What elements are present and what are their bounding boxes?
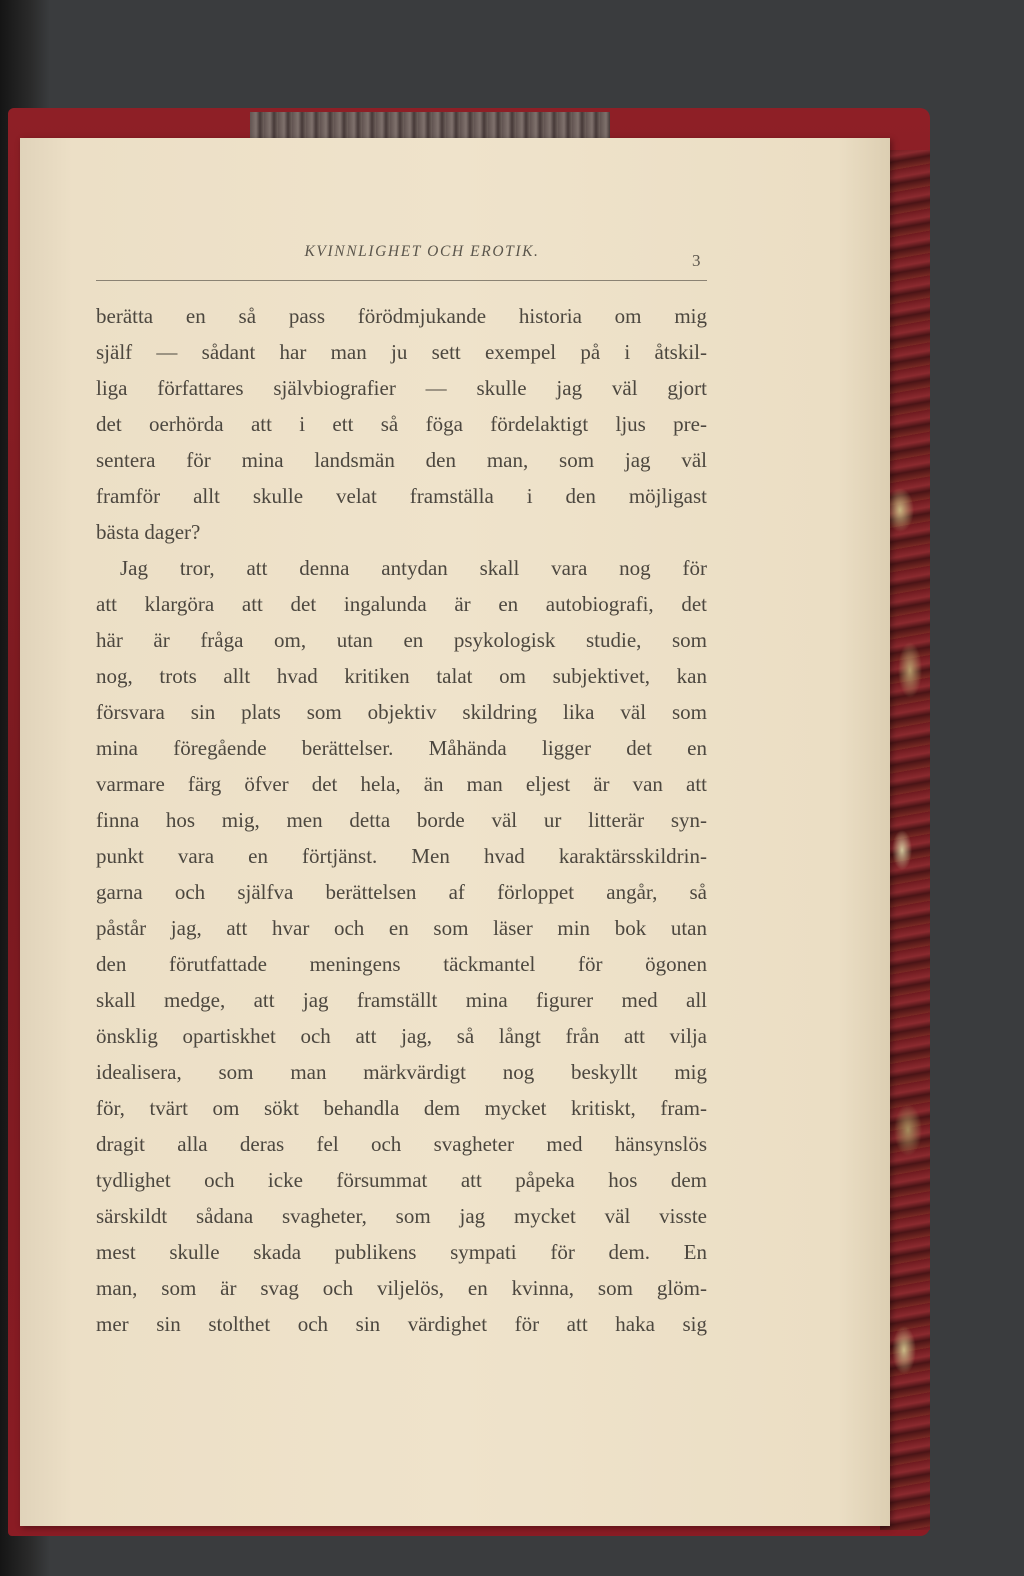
text-line: nog, trots allt hvad kritiken talat om subjektivet, kan (96, 664, 707, 688)
text-line: här är fråga om, utan en psykologisk studie, som (96, 628, 707, 652)
text-line: liga författares självbiografier — skulle jag väl gjort (96, 376, 707, 400)
text-line: man, som är svag och viljelös, en kvinna, som glöm- (96, 1276, 707, 1300)
text-line: den förutfattade meningens täckmantel för ögonen (96, 952, 707, 976)
text-line: mest skulle skada publikens sympati för dem. En (96, 1240, 707, 1264)
text-line: för, tvärt om sökt behandla dem mycket kritiskt, fram- (96, 1096, 707, 1120)
text-line: garna och själfva berättelsen af förloppet angår, så (96, 880, 707, 904)
text-line: framför allt skulle velat framställa i den möjligast (96, 484, 707, 508)
running-head: KVINNLIGHET OCH EROTIK. (304, 243, 540, 260)
page-number: 3 (692, 251, 701, 270)
text-line: mer sin stolthet och sin värdighet för att haka sig (96, 1312, 707, 1336)
text-line: punkt vara en förtjänst. Men hvad karaktärsskildrin- (96, 844, 707, 868)
text-line: mina föregående berättelser. Måhända ligger det en (96, 736, 707, 760)
text-line: finna hos mig, men detta borde väl ur litterär syn- (96, 808, 707, 832)
text-line: påstår jag, att hvar och en som läser min bok utan (96, 916, 707, 940)
text-line: skall medge, att jag framställt mina figurer med all (96, 988, 707, 1012)
header-rule (96, 280, 707, 281)
text-line: idealisera, som man märkvärdigt nog beskyllt mig (96, 1060, 707, 1084)
text-line: att klargöra att det ingalunda är en autobiografi, det (96, 592, 707, 616)
text-line: försvara sin plats som objektiv skildring lika väl som (96, 700, 707, 724)
text-line: berätta en så pass förödmjukande historia om mig (96, 304, 707, 328)
text-line: önsklig opartiskhet och att jag, så långt från att vilja (96, 1024, 707, 1048)
text-line: tydlighet och icke försummat att påpeka hos dem (96, 1168, 707, 1192)
body-text (96, 298, 707, 1342)
text-line: dragit alla deras fel och svagheter med hänsynslös (96, 1132, 707, 1156)
text-line: särskildt sådana svagheter, som jag mycket väl visste (96, 1204, 707, 1228)
text-line: sentera för mina landsmän den man, som jag väl (96, 448, 707, 472)
text-line: det oerhörda att i ett så föga fördelaktigt ljus pre- (96, 412, 707, 436)
text-line: Jag tror, att denna antydan skall vara nog för (120, 556, 707, 580)
text-line: varmare färg öfver det hela, än man eljest är van att (96, 772, 707, 796)
book-headband (250, 112, 610, 138)
text-line: själf — sådant har man ju sett exempel på i åtskil- (96, 340, 707, 364)
text-line: bästa dager? (96, 520, 201, 544)
